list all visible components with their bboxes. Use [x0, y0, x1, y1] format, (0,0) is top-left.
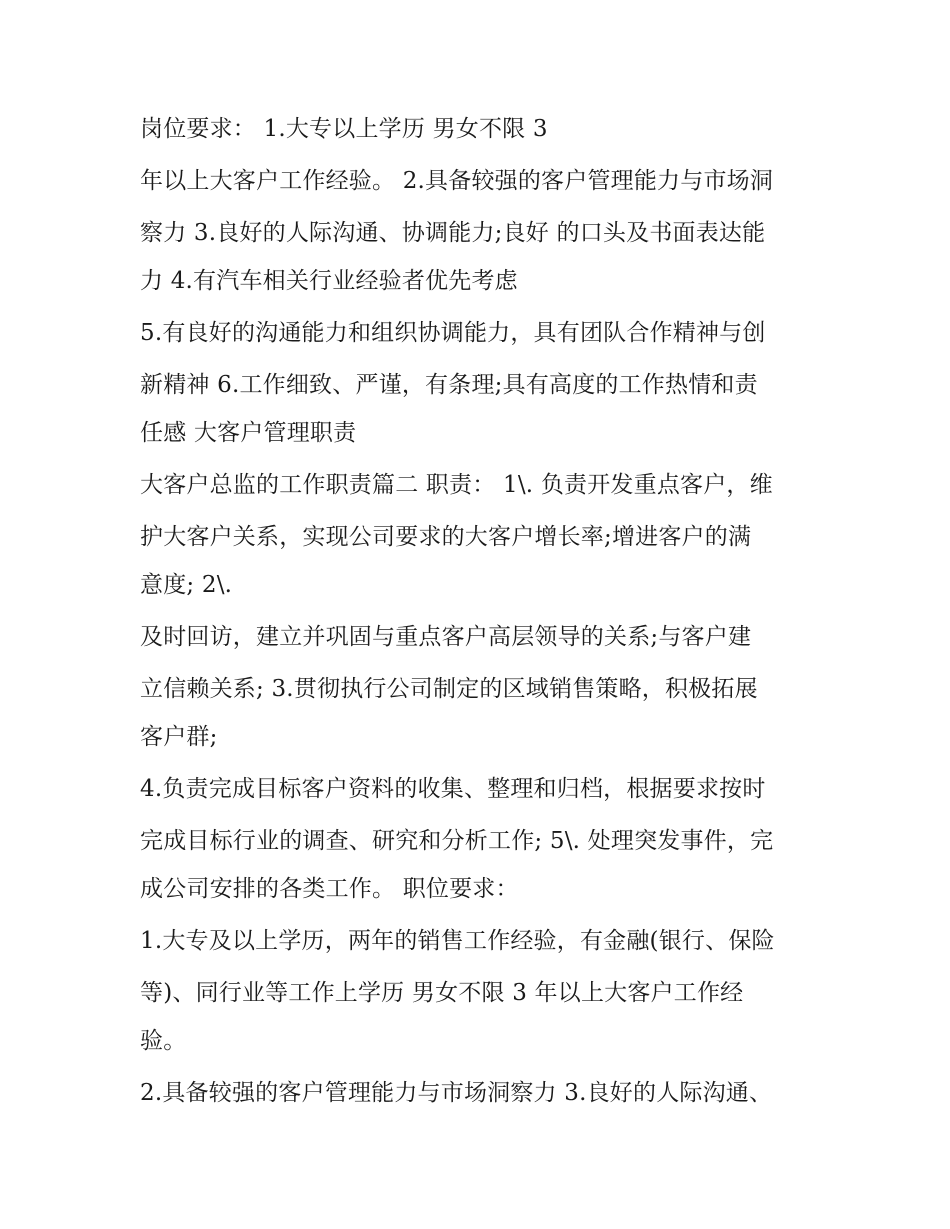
- text-line: 新精神 6.工作细致、严谨，有条理;具有高度的工作热情和责: [140, 372, 758, 398]
- text-line: 验。: [140, 1028, 187, 1054]
- text-line: 客户群;: [140, 724, 218, 750]
- text-line: 年以上大客户工作经验。 2.具备较强的客户管理能力与市场洞: [140, 168, 774, 194]
- text-line: 等)、同行业等工作上学历 男女不限 3 年以上大客户工作经: [140, 980, 744, 1006]
- text-line: 大客户总监的工作职责篇二 职责： 1\. 负责开发重点客户，维: [140, 472, 773, 498]
- text-line: 完成目标行业的调查、研究和分析工作; 5\. 处理突发事件，完: [140, 828, 774, 854]
- text-line: 立信赖关系; 3.贯彻执行公司制定的区域销售策略，积极拓展: [140, 676, 758, 702]
- text-line: 岗位要求： 1.大专以上学历 男女不限 3: [140, 116, 548, 142]
- text-line: 力 4.有汽车相关行业经验者优先考虑: [140, 268, 518, 294]
- text-line: 护大客户关系，实现公司要求的大客户增长率;增进客户的满: [140, 524, 752, 550]
- text-line: 5.有良好的沟通能力和组织协调能力，具有团队合作精神与创: [140, 320, 766, 346]
- text-line: 察力 3.良好的人际沟通、协调能力;良好 的口头及书面表达能: [140, 220, 766, 246]
- text-line: 2.具备较强的客户管理能力与市场洞察力 3.良好的人际沟通、: [140, 1080, 773, 1106]
- text-line: 意度; 2\.: [140, 572, 233, 598]
- text-line: 4.负责完成目标客户资料的收集、整理和归档，根据要求按时: [140, 776, 766, 802]
- text-line: 1.大专及以上学历，两年的销售工作经验，有金融(银行、保险: [140, 928, 775, 954]
- text-line: 成公司安排的各类工作。 职位要求：: [140, 876, 519, 902]
- text-line: 任感 大客户管理职责: [140, 420, 357, 446]
- text-line: 及时回访，建立并巩固与重点客户高层领导的关系;与客户建: [140, 624, 752, 650]
